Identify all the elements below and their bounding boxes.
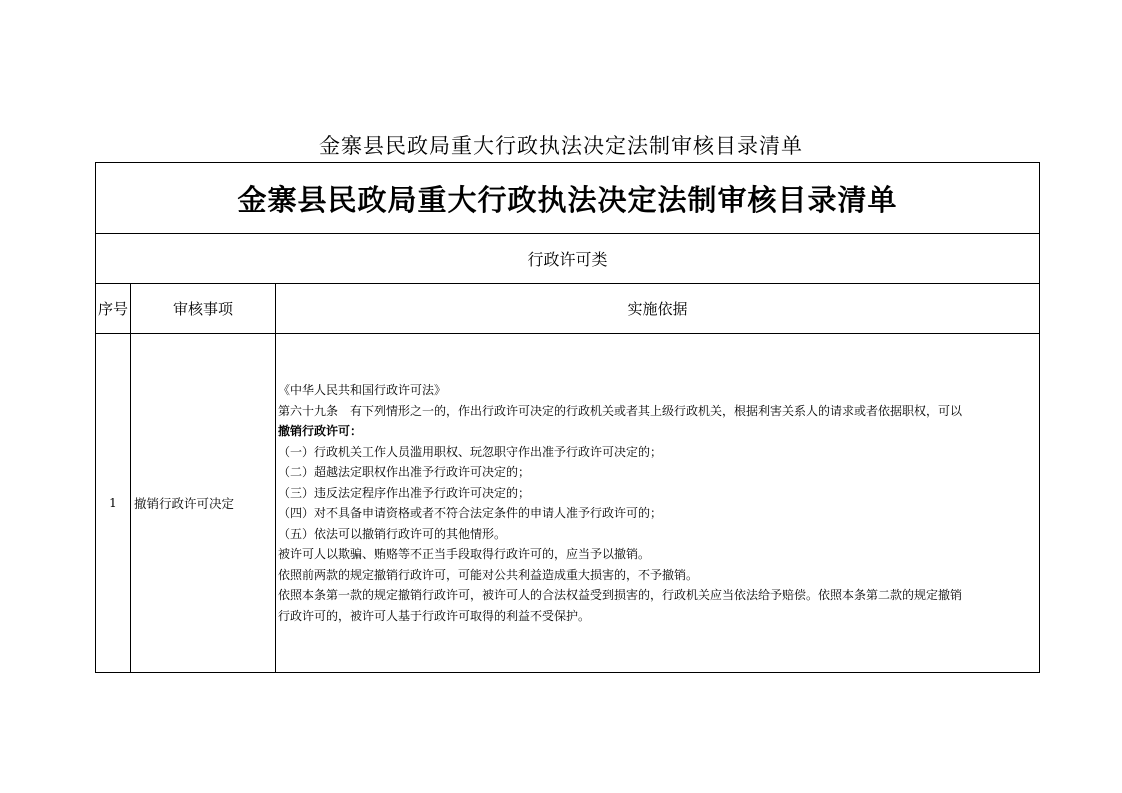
basis-clause-3: （三）违反法定程序作出准予行政许可决定的； bbox=[278, 485, 531, 500]
basis-paragraph-3: 依照前两款的规定撤销行政许可，可能对公共利益造成重大损害的，不予撤销。 bbox=[278, 567, 699, 582]
table-title: 金寨县民政局重大行政执法决定法制审核目录清单 bbox=[96, 163, 1040, 234]
basis-article: 第六十九条 有下列情形之一的，作出行政许可决定的行政机关或者其上级行政机关，根据利害关系人的请求或者依据职权，可以 bbox=[278, 403, 963, 418]
row-basis bbox=[276, 334, 1040, 673]
basis-paragraph-4-cont: 行政许可的，被许可人基于行政许可取得的利益不受保护。 bbox=[278, 608, 591, 623]
basis-paragraph-2: 被许可人以欺骗、贿赂等不正当手段取得行政许可的，应当予以撤销。 bbox=[278, 547, 651, 561]
table-title-row bbox=[96, 163, 1040, 234]
header-row bbox=[96, 284, 1040, 334]
header-basis: 实施依据 bbox=[276, 284, 1040, 334]
basis-clause-2: （二）超越法定职权作出准予行政许可决定的； bbox=[278, 465, 531, 479]
review-catalog-table bbox=[95, 162, 1040, 673]
basis-clause-1: （一）行政机关工作人员滥用职权、玩忽职守作出准予行政许可决定的； bbox=[278, 444, 663, 459]
category-label: 行政许可类 bbox=[96, 234, 1040, 284]
header-item: 审核事项 bbox=[131, 284, 276, 334]
page-heading: 金寨县民政局重大行政执法决定法制审核目录清单 bbox=[319, 134, 803, 158]
basis-article-emphasis: 撤销行政许可： bbox=[278, 424, 363, 438]
table-row bbox=[96, 334, 1040, 673]
row-item: 撤销行政许可决定 bbox=[131, 334, 276, 673]
basis-paragraph-4: 依照本条第一款的规定撤销行政许可，被许可人的合法权益受到损害的，行政机关应当依法给予赔偿。依照本条第二款的规定撤销 bbox=[278, 588, 963, 602]
basis-law-title: 《中华人民共和国行政许可法》 bbox=[278, 383, 447, 397]
header-index: 序号 bbox=[96, 284, 131, 334]
category-row bbox=[96, 234, 1040, 284]
row-index: 1 bbox=[96, 334, 131, 673]
basis-clause-4: （四）对不具备申请资格或者不符合法定条件的申请人准予行政许可的； bbox=[278, 506, 663, 520]
basis-clause-5: （五）依法可以撤销行政许可的其他情形。 bbox=[278, 526, 507, 541]
